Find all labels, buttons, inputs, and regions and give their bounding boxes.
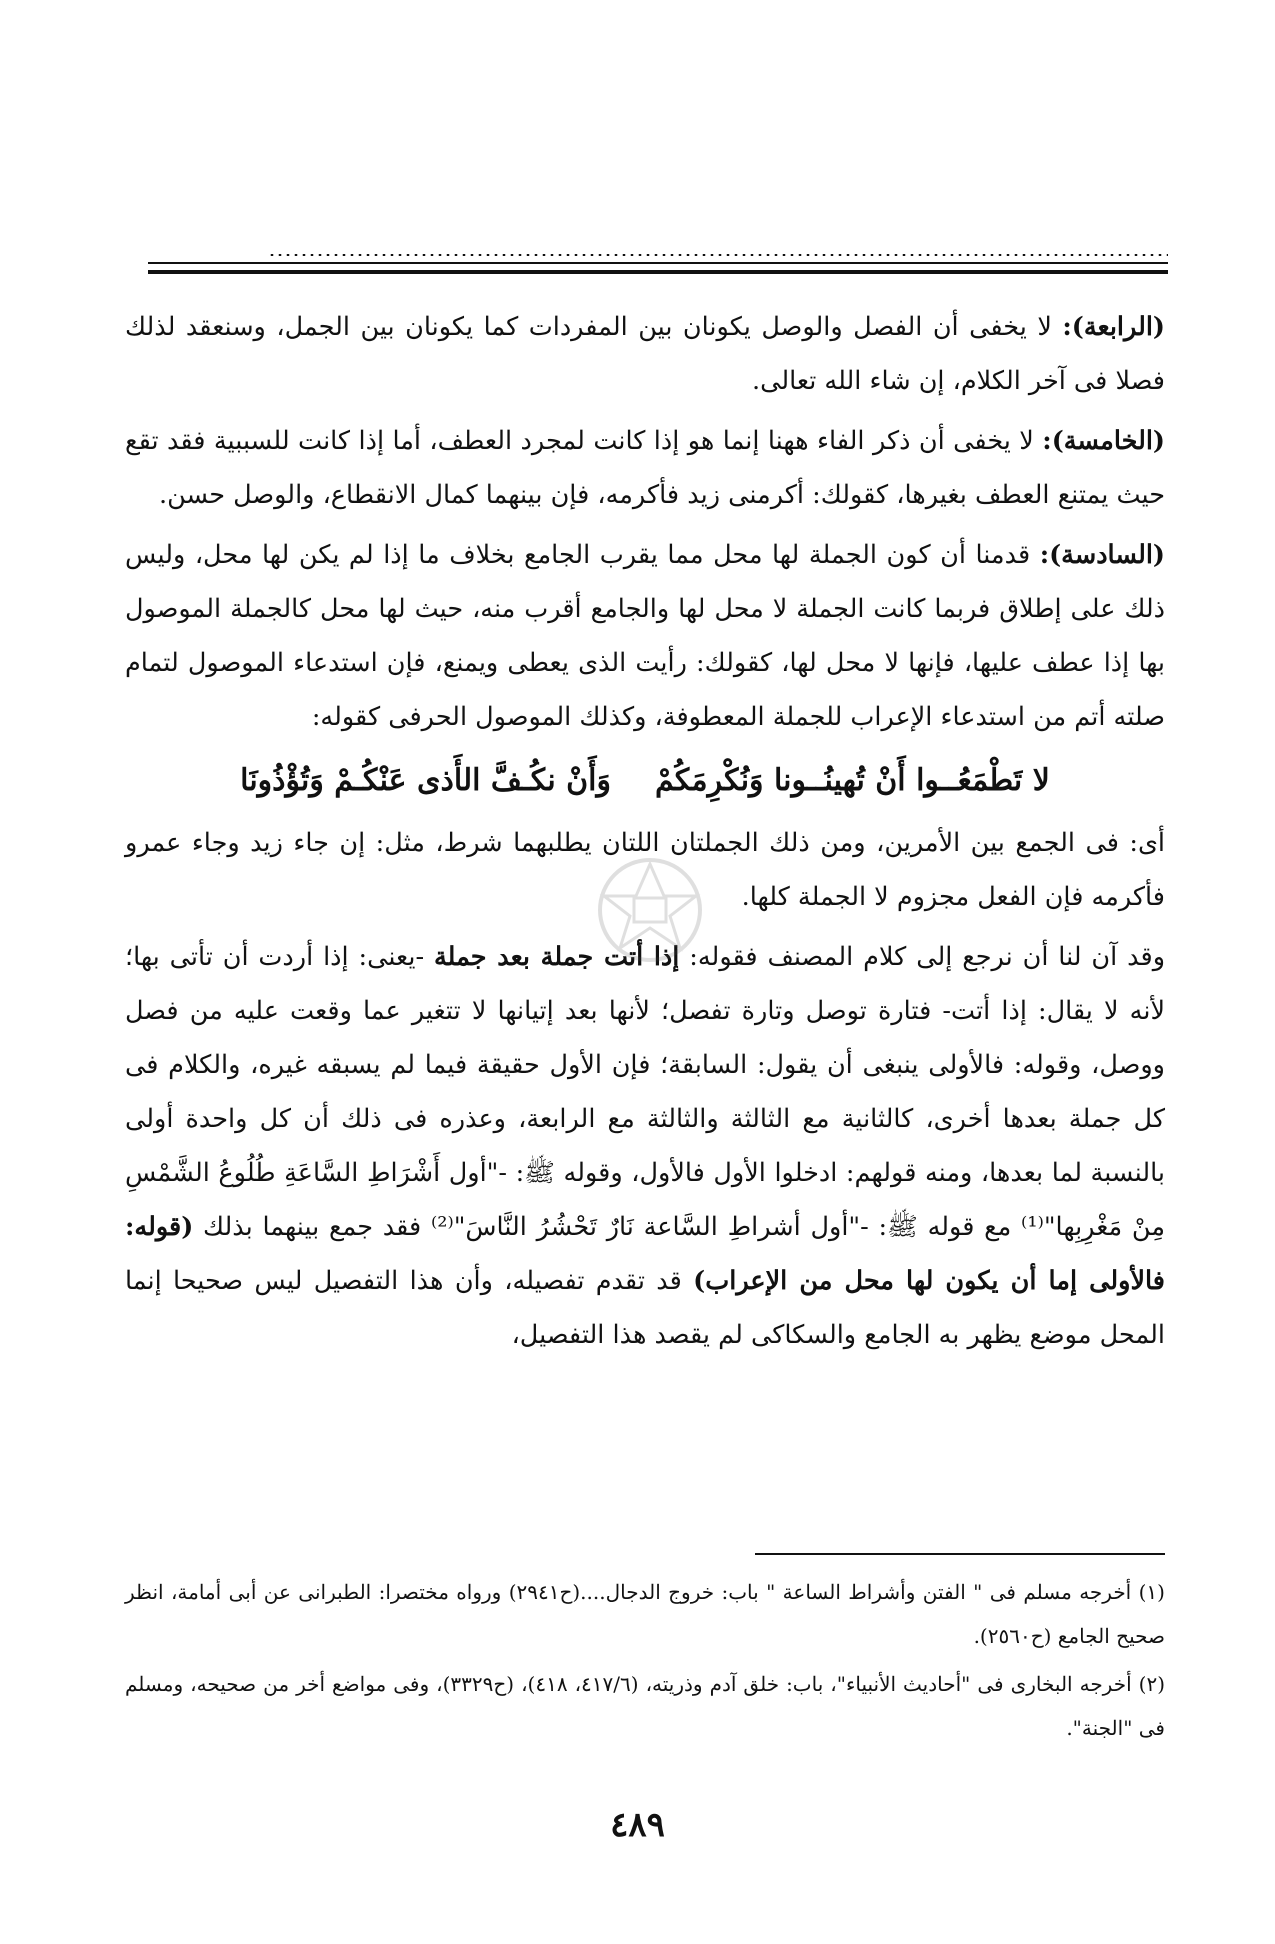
paragraph-fourth-text: لا يخفى أن الفصل والوصل يكونان بين المفردات كما يكونان بين الجمل، وسنعقد لذلك فصلا فى آخر الكلام، إن شاء الله تعالى.: [125, 312, 1165, 396]
verse-second-hemistich: وَأَنْ نكُـفَّ الأَذى عَنْكُـمْ وَتُؤْذُونَا: [240, 763, 611, 798]
verse-first-hemistich: لا تَطْمَعُــوا أَنْ تُهينُــونا وَنُكْرِمَكُمْ: [654, 763, 1050, 798]
paragraph-eighth-text-b: -يعنى: إذا أردت أن تأتى بها؛ لأنه لا يقال: إذا أتت- فتارة توصل وتارة تفصل؛ لأنها بعد إتيانها لا تتغير عما وقعت عليه من فصل ووصل، وقوله: فالأولى ينبغى أن يقول: السابقة؛ فإن الأول حقيقة فيما لم يسبقه غيره، والكلام فى كل جملة بعدها أخرى، كالثانية مع الثالثة والثالثة مع الرابعة، وعذره فى ذلك أن كل واحدة أولى بالنسبة لما بعدها، ومنه قولهم: ادخلوا الأول فالأول، وقوله ﷺ: -"أول أَشْرَاطِ السَّاعَةِ طُلُوعُ الشَّمْسِ مِنْ مَغْرِبِها"⁽¹⁾ مع قوله ﷺ: -"أول أشراطِ السَّاعة نَارٌ تَحْشُرُ النَّاسَ"⁽²⁾ فقد جمع بينهما بذلك: [125, 942, 1165, 1242]
paragraph-eighth-quote: إذا أتت جملة بعد جملة: [433, 942, 680, 972]
paragraph-fourth-lead: (الرابعة):: [1062, 312, 1165, 342]
paragraph-fifth-text: لا يخفى أن ذكر الفاء ههنا إنما هو إذا كانت لمجرد العطف، أما إذا كانت للسببية فقد تقع حيث يمتنع العطف بغيرها، كقولك: أكرمنى زيد فأكرمه، فإن بينهما كمال الانقطاع، والوصل حسن.: [125, 426, 1165, 510]
header-dotted-rule: [268, 252, 1168, 258]
paragraph-eighth-text-c: قد تقدم تفصيله، وأن هذا التفصيل ليس صحيحا إنما المحل موضع يظهر به الجامع والسكاكى لم يقصد هذا التفصيل،: [125, 1266, 1165, 1350]
footnotes: [125, 1570, 1165, 1754]
page-number: ٤٨٩: [610, 1805, 665, 1845]
library-seal-watermark: [590, 850, 710, 970]
paragraph-eighth-quote2: (قوله: فالأولى إما أن يكون لها محل من الإعراب): [125, 1212, 1165, 1296]
paragraph-fourth: [125, 300, 1165, 408]
paragraph-fifth-lead: (الخامسة):: [1042, 426, 1165, 456]
footnote-1: (١) أخرجه مسلم فى " الفتن وأشراط الساعة " باب: خروج الدجال....(ح٢٩٤١) ورواه مختصرا: الطبرانى عن أبى أمامة، انظر صحيح الجامع (ح٢٥٦٠).: [125, 1580, 1165, 1648]
header-rule-thick: [148, 270, 1168, 274]
poetry-verse: [125, 750, 1165, 812]
paragraph-sixth-text: قدمنا أن كون الجملة لها محل مما يقرب الجامع بخلاف ما إذا لم يكن لها محل، وليس ذلك على إطلاق فربما كانت الجملة لا محل لها والجامع أقرب منه، حيث لها محل كالجملة الموصول بها إذا عطف عليها، فإنها لا محل لها، كقولك: رأيت الذى يعطى ويمنع، فإن استدعاء الموصول لتمام صلته أتم من استدعاء الإعراب للجملة المعطوفة، وكذلك الموصول الحرفى كقوله:: [125, 540, 1165, 732]
paragraph-fifth: [125, 414, 1165, 522]
footnote-separator: [755, 1553, 1165, 1555]
paragraph-eighth-text-a: وقد آن لنا أن نرجع إلى كلام المصنف فقوله:: [679, 942, 1166, 972]
main-text: [125, 300, 1165, 1368]
footnote-2: (٢) أخرجه البخارى فى "أحاديث الأنبياء"، باب: خلق آدم وذريته، (٤١٧/٦، ٤١٨)، (ح٣٣٢٩)، وفى مواضع أخر من صحيحه، ومسلم فى "الجنة".: [125, 1672, 1165, 1740]
paragraph-seventh-text: أى: فى الجمع بين الأمرين، ومن ذلك الجملتان اللتان يطلبهما شرط، مثل: إن جاء زيد وجاء عمرو فأكرمه فإن الفعل مجزوم لا الجملة كلها.: [125, 828, 1165, 912]
paragraph-sixth-lead: (السادسة):: [1039, 540, 1165, 570]
paragraph-eighth: [125, 930, 1165, 1362]
paragraph-sixth: [125, 528, 1165, 744]
header-rule-thin: [148, 262, 1168, 264]
